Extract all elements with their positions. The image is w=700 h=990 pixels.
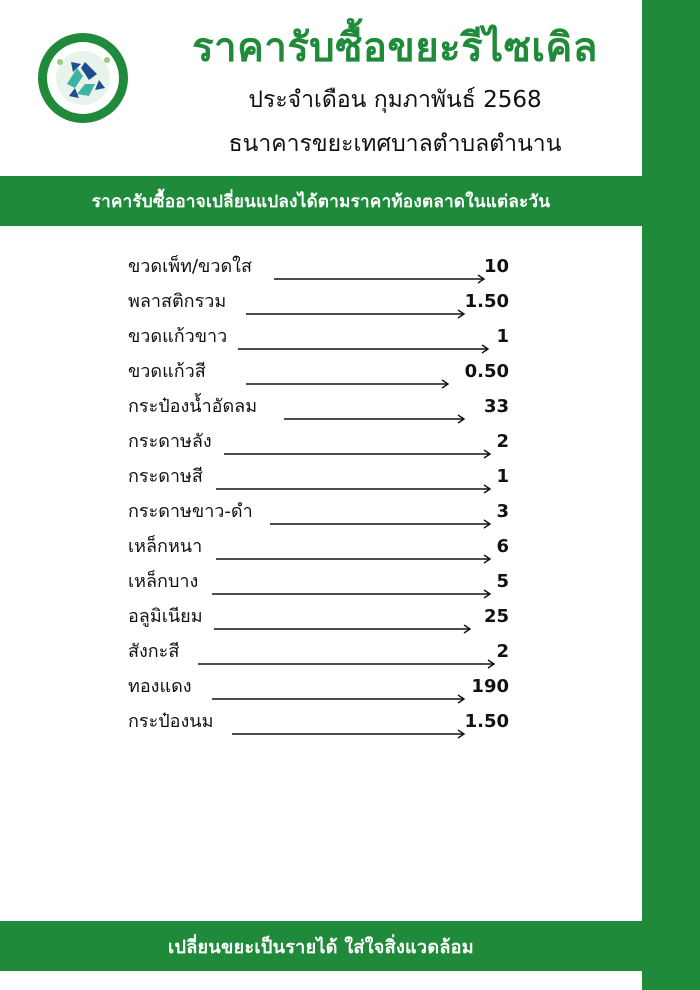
price-row: [128, 322, 513, 356]
side-stripe: [642, 0, 700, 990]
price-row: [128, 392, 513, 426]
arrow-line-icon: [128, 392, 513, 426]
item-price: 1.50: [464, 711, 509, 732]
price-row: [128, 252, 513, 286]
item-label: อลูมิเนียม: [128, 606, 203, 627]
arrow-line-icon: [128, 532, 513, 566]
price-row: [128, 427, 513, 461]
arrow-line-icon: [128, 427, 513, 461]
item-label: ขวดแก้วขาว: [128, 326, 228, 347]
item-price: 25: [483, 606, 509, 627]
price-row: [128, 357, 513, 391]
item-price: 1.50: [464, 291, 509, 312]
arrow-line-icon: [128, 252, 513, 286]
price-row: [128, 672, 513, 706]
item-label: กระป๋องน้ำอัดลม: [128, 396, 258, 417]
item-label: กระดาษขาว-ดำ: [128, 501, 253, 522]
item-price: 1: [496, 466, 509, 487]
arrow-line-icon: [128, 462, 513, 496]
footer-banner: [0, 921, 642, 971]
item-price: 3: [496, 501, 509, 522]
price-row: [128, 707, 513, 741]
month-subtitle: ประจำเดือน กุมภาพันธ์ 2568: [248, 87, 542, 113]
arrow-line-icon: [128, 357, 513, 391]
item-label: ขวดแก้วสี: [128, 361, 206, 382]
price-row: [128, 462, 513, 496]
item-label: สังกะสี: [128, 641, 180, 662]
item-price: 6: [496, 536, 509, 557]
item-price: 1: [496, 326, 509, 347]
item-label: ขวดเพ็ท/ขวดใส: [128, 256, 252, 277]
price-row: [128, 602, 513, 636]
organization-name: ธนาคารขยะเทศบาลตำบลตำนาน: [228, 131, 562, 157]
item-label: เหล็กหนา: [128, 536, 203, 557]
arrow-line-icon: [128, 322, 513, 356]
price-row: [128, 567, 513, 601]
item-price: 33: [483, 396, 509, 417]
item-label: กระดาษลัง: [128, 431, 212, 452]
price-list: [0, 252, 642, 752]
item-label: กระดาษสี: [128, 466, 203, 487]
arrow-line-icon: [128, 637, 513, 671]
arrow-line-icon: [128, 497, 513, 531]
item-price: 2: [496, 641, 509, 662]
footer-slogan: เปลี่ยนขยะเป็นรายได้ ใส่ใจสิ่งแวดล้อม: [168, 936, 474, 958]
item-label: ทองแดง: [128, 676, 192, 697]
notice-text: ราคารับซื้ออาจเปลี่ยนแปลงได้ตามราคาท้องตลาดในแต่ละวัน: [91, 191, 551, 212]
notice-banner: [0, 176, 642, 226]
item-price: 10: [483, 256, 509, 277]
arrow-line-icon: [128, 707, 513, 741]
arrow-line-icon: [128, 567, 513, 601]
arrow-line-icon: [128, 602, 513, 636]
item-label: พลาสติกรวม: [128, 291, 227, 312]
item-price: 190: [471, 676, 509, 697]
item-price: 2: [496, 431, 509, 452]
item-label: เหล็กบาง: [128, 571, 199, 592]
item-label: กระป๋องนม: [128, 711, 214, 732]
price-row: [128, 497, 513, 531]
item-price: 0.50: [464, 361, 509, 382]
page-title: ราคารับซื้อขยะรีไซเคิล: [192, 25, 598, 71]
price-row: [128, 287, 513, 321]
arrow-line-icon: [128, 287, 513, 321]
arrow-line-icon: [128, 672, 513, 706]
item-price: 5: [496, 571, 509, 592]
price-row: [128, 637, 513, 671]
price-row: [128, 532, 513, 566]
recycle-logo: [37, 32, 129, 124]
